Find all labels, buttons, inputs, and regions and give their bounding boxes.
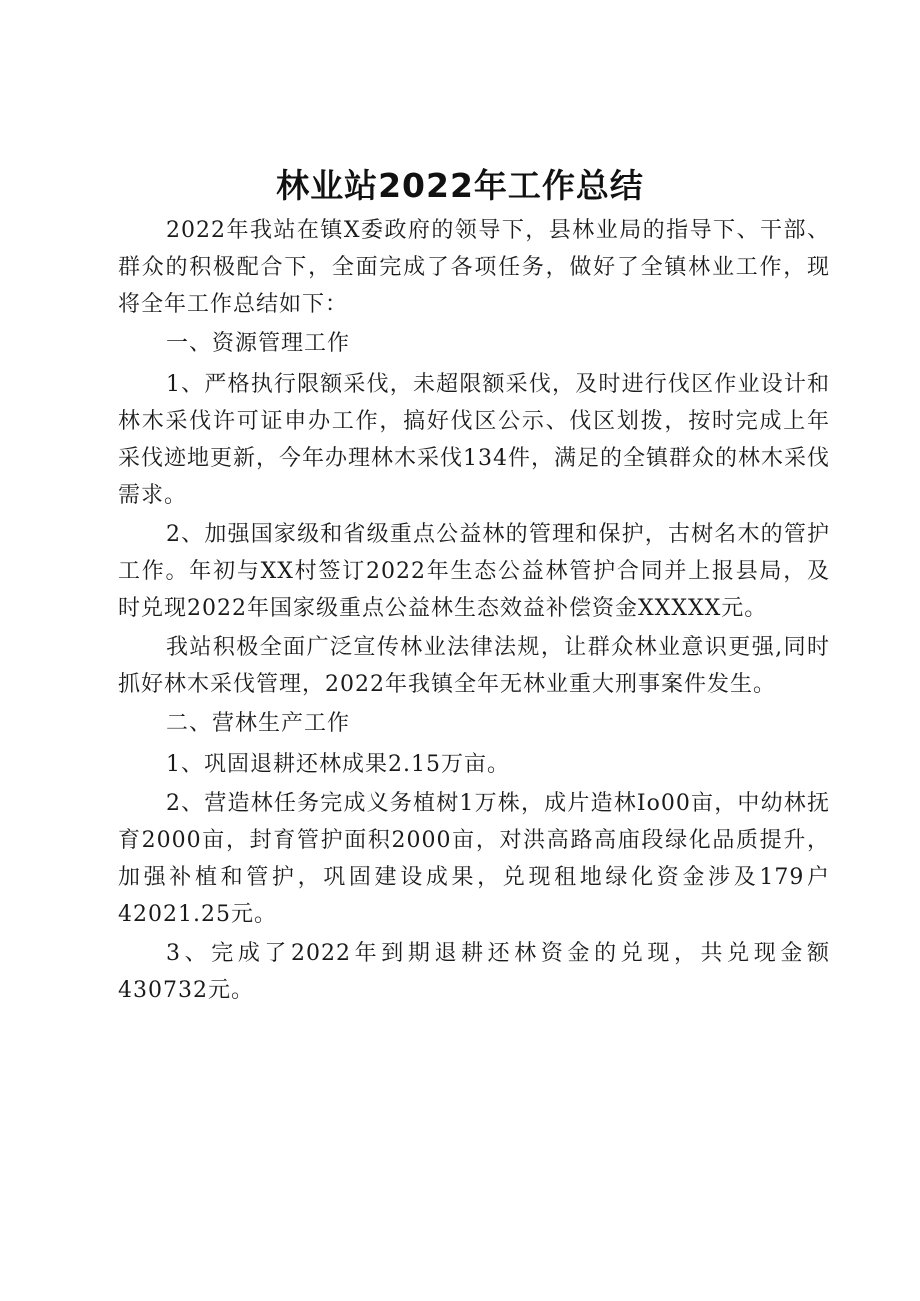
paragraph-logging-quota: 1、严格执行限额采伐，未超限额采伐，及时进行伐区作业设计和林木采伐许可证申办工作，搞好伐区公示、伐区划拨，按时完成上年采伐迹地更新，今年办理林木采伐134件，满足的全镇群众的林木采伐需求。 xyxy=(118,372,830,508)
intro-paragraph: 2022年我站在镇X委政府的领导下，县林业局的指导下、干部、群众的积极配合下，全面完成了各项任务，做好了全镇林业工作，现将全年工作总结如下： xyxy=(118,218,830,317)
section-heading-forest-production: 二、营林生产工作 xyxy=(166,711,351,736)
document-body xyxy=(118,212,830,1011)
section-heading-resource-management: 一、资源管理工作 xyxy=(166,331,351,356)
paragraph-fund-payment: 3、完成了2022年到期退耕还林资金的兑现，共兑现金额430732元。 xyxy=(118,941,830,1003)
paragraph-public-forest-protection: 2、加强国家级和省级重点公益林的管理和保护，古树名木的管护工作。年初与XX村签订2022年生态公益林管护合同并上报县局，及时兑现2022年国家级重点公益林生态效益补偿资金XXXXX元。 xyxy=(118,522,830,621)
document-title: 林业站2022年工作总结 xyxy=(276,166,644,205)
paragraph-afforestation-tasks: 2、营造林任务完成义务植树1万株，成片造林Io00亩，中幼林抚育2000亩，封育管护面积2000亩，对洪高路高庙段绿化品质提升，加强补植和管护，巩固建设成果，兑现租地绿化资金涉及179户42021.25元。 xyxy=(118,791,830,927)
paragraph-grain-for-green: 1、巩固退耕还林成果2.15万亩。 xyxy=(166,752,510,777)
paragraph-law-promotion: 我站积极全面广泛宣传林业法律法规，让群众林业意识更强,同时抓好林木采伐管理，2022年我镇全年无林业重大刑事案件发生。 xyxy=(118,635,830,697)
